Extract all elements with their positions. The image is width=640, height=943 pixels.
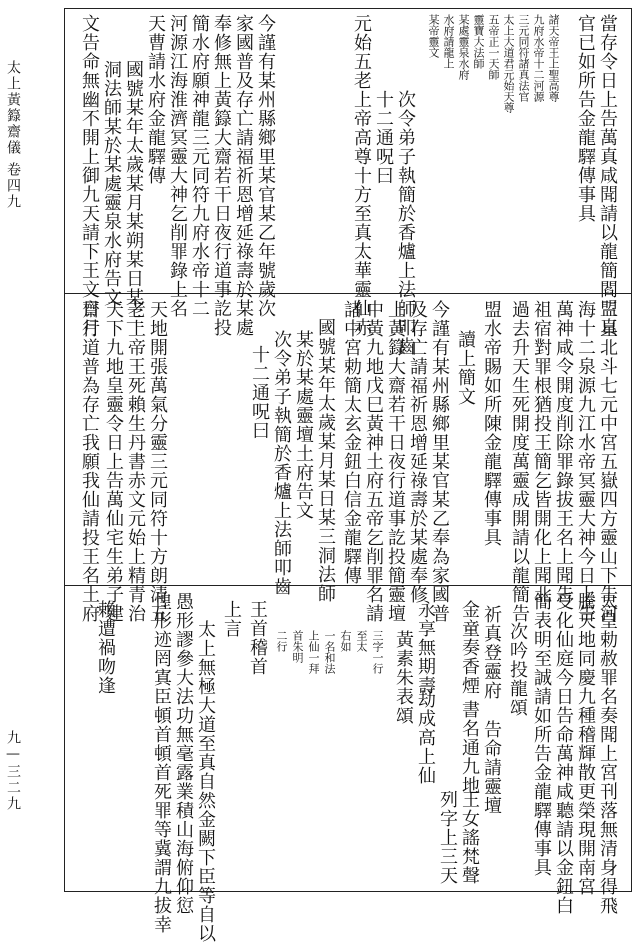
text-column: 及存亡請福祈恩增延祿壽於某處奉修	[407, 300, 428, 604]
text-column: 洞法師某於某處靈泉水府告文	[101, 60, 122, 307]
annotation-column: 靈寶大法師	[472, 14, 485, 69]
text-column: 老上帝王死賴生丹書赤文元始上精青治	[125, 300, 146, 623]
annotation-column: 一名和法	[323, 630, 336, 674]
text-column: 愚形謬參大法功無毫露業積山海俯仰愆	[173, 592, 194, 915]
text-column: 諸中宮勅簡太玄金鈕白信金龍驛傳	[341, 300, 362, 585]
annotation-column: 三元同符諸真法官	[517, 14, 530, 102]
text-column: 海十二泉源九江水帝冥靈大神今日上告	[575, 300, 596, 623]
text-column: 次令弟子執簡於香爐上法師叩齒	[271, 330, 292, 596]
text-column: 元始五老上帝高尊十方至真太華靈仙赤	[351, 14, 372, 337]
panel-divider-top	[64, 293, 632, 294]
verse-line: 祈真登靈府	[481, 605, 502, 700]
verse-line: 書名通九地	[459, 700, 480, 795]
text-column: 祖宿對罪根猶投王簡乞皆開化上聞北	[531, 300, 552, 604]
text-column: 今謹有某州縣鄉里某官某乙奉為家國普	[429, 300, 450, 623]
text-column: 當存令日上告萬真咸聞請以龍簡閻盟真	[597, 14, 618, 337]
section-heading: 次吟投龍頌	[507, 622, 528, 717]
text-column: 簡水府願神龍三元同符九府水帝十二	[189, 14, 210, 318]
annotation-column: 上仙一拜	[307, 630, 320, 674]
text-column: 國號某年太歲某月某朔某日某三	[123, 60, 144, 326]
text-column: 過去升天生死開度萬靈成開請以龍簡告	[509, 300, 530, 623]
annotation-column: 某帝靈文	[427, 14, 440, 58]
verse-line: 列字上三天	[437, 790, 458, 885]
text-column: 受化仙庭今日告命萬神咸聽請以金鈕白	[553, 592, 574, 915]
margin-title: 太上黃籙齋儀	[5, 60, 21, 156]
text-column: 官已如所告金龍驛傳事具	[575, 14, 596, 223]
annotation-column: 至太	[355, 630, 368, 652]
page-number: 九—三二九	[5, 730, 21, 812]
annotation-column: 二行	[275, 630, 288, 652]
annotation-column: 三字一行	[371, 630, 384, 674]
text-column: 國號某年太歲某月某日某三洞法師	[315, 318, 336, 603]
annotation-column: 右如	[339, 630, 352, 652]
text-column: 惶形迹罔寘臣頓首頓首死罪等冀謂九拔幸	[151, 592, 172, 934]
text-column: 賴遭禍吻逢	[95, 600, 116, 695]
annotation-column: 太上大道君元始天尊	[502, 14, 515, 113]
annotation-column: 九府水帝十二河源	[532, 14, 545, 102]
text-column: 齋行道普為存亡我願我仙請投王名土府	[79, 300, 100, 623]
text-column: 天地開張萬氣分靈三元同符十方朗清五	[147, 300, 168, 623]
text-column: 騰天地同慶九種稽輝散更榮現開南宮	[575, 592, 596, 896]
text-column: 太皇勅赦罪名奏聞上宮刊落無清身得飛	[597, 592, 618, 915]
text-column: 河源江海淮濟冥靈大神乞削罪錄上名	[167, 14, 188, 318]
annotation-column: 水府請龍上	[442, 14, 455, 69]
text-column: 某於某處靈壇土府告文	[293, 330, 314, 520]
annotation-column: 某處靈泉水府	[457, 14, 470, 80]
annotation-column: 諸天帝王上聖高尊	[547, 14, 560, 102]
verse-line: 黃素朱表頌	[393, 630, 414, 725]
text-column: 家國普及存亡請福祈恩增延祿壽於某處	[233, 14, 254, 337]
verse-line: 金童奏香煙	[459, 600, 480, 695]
text-column: 十二通呪曰	[249, 345, 270, 440]
text-column: 文告命無幽不開上御九天請下王文日月	[79, 14, 100, 337]
margin-juan: 卷四九	[5, 162, 21, 210]
verse-line: 永享無期壽	[415, 600, 436, 695]
annotation-column: 五帝正一天師	[487, 14, 500, 80]
text-column: 上黃籙大齋若干日夜行道事訖投簡靈壇	[385, 300, 406, 623]
verse-line: 劫成高上仙	[415, 690, 436, 785]
text-column: 天下九地皇靈令日上告萬仙宅生弟子建	[103, 300, 124, 623]
text-column: 萬神咸令開度削除罪錄拔王名上聞告	[553, 300, 574, 604]
text-column: 太上無極大道至真自然金闕下臣等自以	[195, 620, 216, 943]
text-column: 十二通呪曰	[373, 90, 394, 185]
text-column: 簡表明至誠請如所告金龍驛傳事具	[531, 592, 552, 877]
section-heading: 讀上簡文	[455, 330, 476, 406]
verse-line: 王女謠梵聲	[459, 790, 480, 885]
text-column: 王首稽首	[247, 600, 268, 676]
annotation-column: 首朱明	[291, 630, 304, 663]
text-column: 盟水帝賜如所陳金龍驛傳事具	[481, 300, 502, 547]
verse-line: 告命請靈壇	[481, 720, 502, 815]
text-column: 今謹有某州縣鄉里某官某乙年號歲次	[255, 14, 276, 318]
text-column: 天曹請水府金龍驛傳	[145, 14, 166, 185]
text-column: 中黃九地戊巳黃神土府五帝乞削罪名請	[363, 300, 384, 623]
section-heading: 上言	[221, 600, 242, 638]
text-column: 三星北斗七元中宮五嶽四方靈山下告河	[597, 300, 618, 623]
text-column: 次令弟子執簡於香爐上法師叩齒	[395, 90, 416, 356]
text-column: 奉修無上黃籙大齋若干日夜行道事訖投	[211, 14, 232, 337]
